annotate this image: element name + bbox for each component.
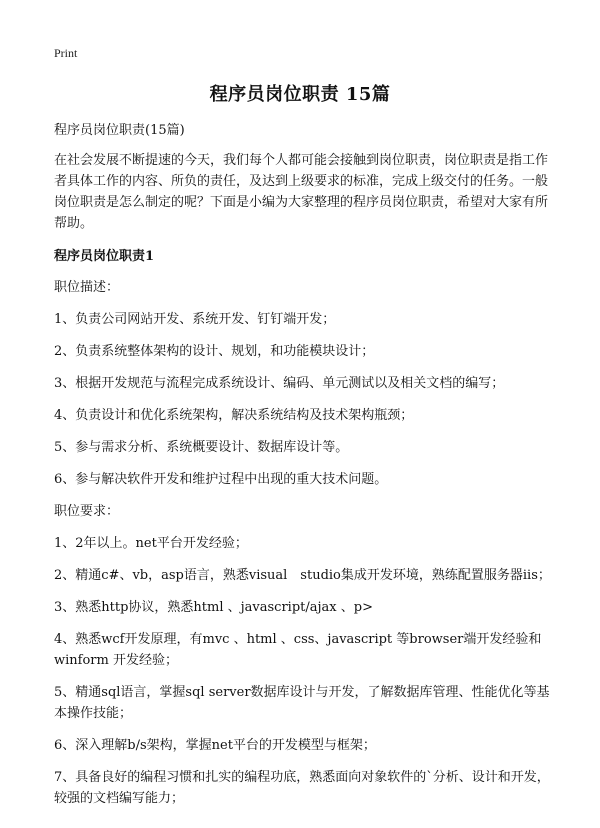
desc-item: 6、参与解决软件开发和维护过程中出现的重大技术问题。 (54, 472, 388, 487)
desc-item: 2、负责系统整体架构的设计、规划，和功能模块设计； (54, 344, 375, 359)
job-requirements-label: 职位要求： (54, 504, 120, 519)
job-description-label: 职位描述： (54, 280, 120, 295)
print-label[interactable]: Print (54, 46, 78, 60)
req-item: 7、具备良好的编程习惯和扎实的编程功底，熟悉面向对象软件的`分析、设计和开发，较强的文档编写能力； (54, 770, 550, 806)
section-heading: 程序员岗位职责1 (54, 249, 155, 264)
desc-item: 1、负责公司网站开发、系统开发、钉钉端开发； (54, 312, 336, 327)
req-item: 6、深入理解b/s架构，掌握net平台的开发模型与框架； (54, 738, 376, 753)
document-title: 程序员岗位职责 15篇 (209, 84, 391, 105)
req-item: 3、熟悉http协议，熟悉html 、javascript/ajax 、p> (54, 600, 373, 615)
desc-item: 4、负责设计和优化系统架构，解决系统结构及技术架构瓶颈； (54, 408, 414, 423)
document-subtitle: 程序员岗位职责(15篇) (54, 123, 185, 138)
document-body (54, 120, 554, 820)
req-item: 2、精通c#、vb，asp语言，熟悉visual studio集成开发环境，熟练配置服务器iis； (54, 568, 551, 583)
req-item: 1、2年以上。net平台开发经验； (54, 536, 248, 551)
req-item: 4、熟悉wcf开发原理，有mvc 、html 、css、javascript 等browser端开发经验和winform 开发经验； (54, 632, 542, 668)
intro-paragraph: 在社会发展不断提速的今天，我们每个人都可能会接触到岗位职责，岗位职责是指工作者具体工作的内容、所负的责任，及达到上级要求的标准，完成上级交付的任务。一般岗位职责是怎么制定的呢？下面是小编为大家整理的程序员岗位职责，希望对大家有所帮助。 (54, 153, 549, 231)
req-item: 5、精通sql语言，掌握sql server数据库设计与开发，了解数据库管理、性能优化等基本操作技能； (54, 685, 550, 721)
desc-item: 3、根据开发规范与流程完成系统设计、编码、单元测试以及相关文档的编写； (54, 376, 505, 391)
desc-item: 5、参与需求分析、系统概要设计、数据库设计等。 (54, 440, 349, 455)
